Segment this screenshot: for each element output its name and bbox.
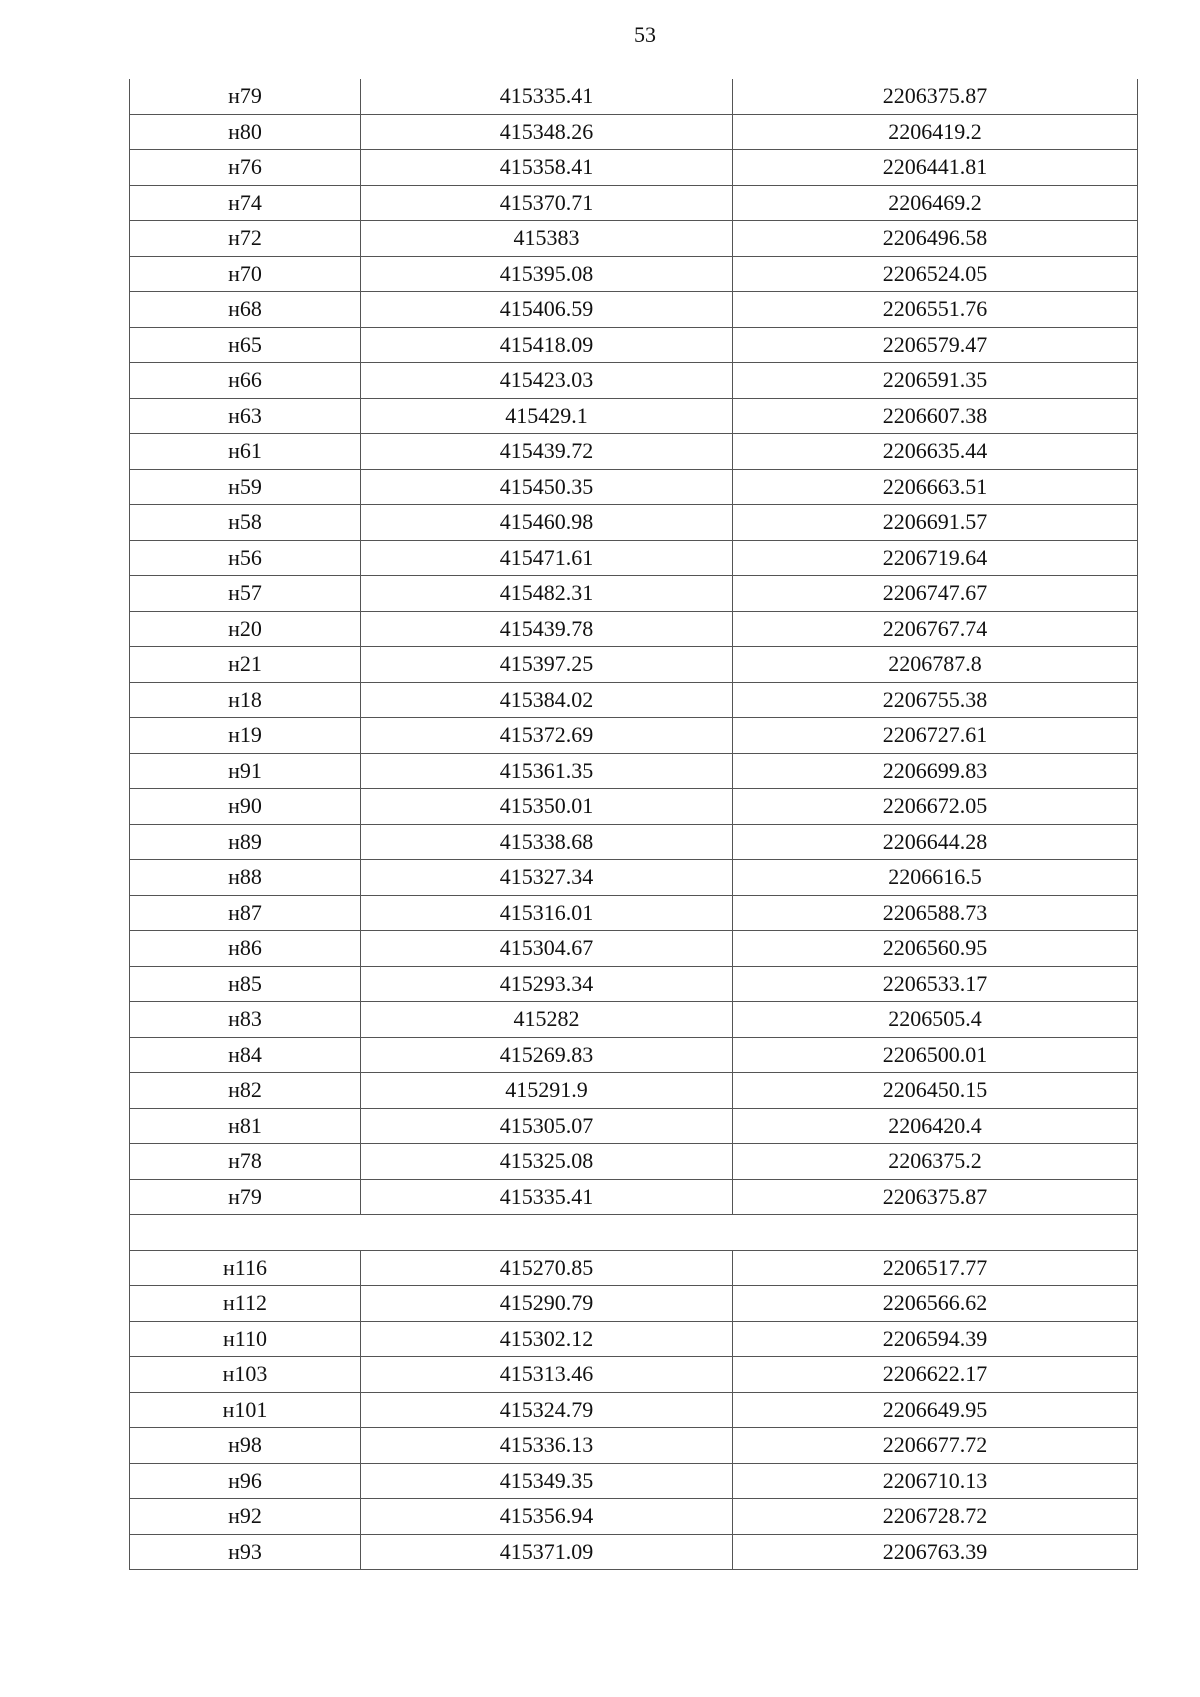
point-name-cell: н66 (130, 363, 361, 399)
y-coordinate-cell: 2206649.95 (733, 1392, 1138, 1428)
point-name-cell: н61 (130, 434, 361, 470)
point-name-cell: н65 (130, 327, 361, 363)
table-row (130, 860, 1138, 896)
point-name-cell: н56 (130, 540, 361, 576)
y-coordinate-cell: 2206588.73 (733, 895, 1138, 931)
y-coordinate-cell: 2206763.39 (733, 1534, 1138, 1570)
point-name-cell: н84 (130, 1037, 361, 1073)
table-row (130, 292, 1138, 328)
x-coordinate-cell: 415406.59 (361, 292, 733, 328)
table-row (130, 398, 1138, 434)
x-coordinate-cell: 415336.13 (361, 1428, 733, 1464)
y-coordinate-cell: 2206644.28 (733, 824, 1138, 860)
x-coordinate-cell: 415269.83 (361, 1037, 733, 1073)
point-name-cell: н68 (130, 292, 361, 328)
point-name-cell: н86 (130, 931, 361, 967)
separator-row (130, 1215, 1138, 1251)
y-coordinate-cell: 2206728.72 (733, 1499, 1138, 1535)
x-coordinate-cell: 415324.79 (361, 1392, 733, 1428)
y-coordinate-cell: 2206533.17 (733, 966, 1138, 1002)
table-row (130, 789, 1138, 825)
point-name-cell: н92 (130, 1499, 361, 1535)
x-coordinate-cell: 415429.1 (361, 398, 733, 434)
y-coordinate-cell: 2206375.2 (733, 1144, 1138, 1180)
point-name-cell: н70 (130, 256, 361, 292)
table-row (130, 114, 1138, 150)
x-coordinate-cell: 415338.68 (361, 824, 733, 860)
table-row (130, 1392, 1138, 1428)
x-coordinate-cell: 415439.72 (361, 434, 733, 470)
y-coordinate-cell: 2206517.77 (733, 1250, 1138, 1286)
x-coordinate-cell: 415313.46 (361, 1357, 733, 1393)
point-name-cell: н63 (130, 398, 361, 434)
y-coordinate-cell: 2206469.2 (733, 185, 1138, 221)
point-name-cell: н74 (130, 185, 361, 221)
y-coordinate-cell: 2206419.2 (733, 114, 1138, 150)
y-coordinate-cell: 2206594.39 (733, 1321, 1138, 1357)
point-name-cell: н79 (130, 1179, 361, 1215)
table-row (130, 1108, 1138, 1144)
x-coordinate-cell: 415361.35 (361, 753, 733, 789)
point-name-cell: н82 (130, 1073, 361, 1109)
table-row (130, 576, 1138, 612)
table-row (130, 1286, 1138, 1322)
point-name-cell: н18 (130, 682, 361, 718)
table-row (130, 824, 1138, 860)
table-row (130, 931, 1138, 967)
table-row (130, 753, 1138, 789)
point-name-cell: н93 (130, 1534, 361, 1570)
separator-cell (130, 1215, 1138, 1251)
x-coordinate-cell: 415372.69 (361, 718, 733, 754)
table-row (130, 718, 1138, 754)
coordinates-table-body (130, 79, 1138, 1570)
table-row (130, 1428, 1138, 1464)
y-coordinate-cell: 2206551.76 (733, 292, 1138, 328)
table-row (130, 1073, 1138, 1109)
y-coordinate-cell: 2206496.58 (733, 221, 1138, 257)
point-name-cell: н80 (130, 114, 361, 150)
table-row (130, 1321, 1138, 1357)
table-row (130, 1037, 1138, 1073)
table-row (130, 1179, 1138, 1215)
table-row (130, 1144, 1138, 1180)
table-row (130, 1499, 1138, 1535)
y-coordinate-cell: 2206677.72 (733, 1428, 1138, 1464)
x-coordinate-cell: 415450.35 (361, 469, 733, 505)
y-coordinate-cell: 2206505.4 (733, 1002, 1138, 1038)
x-coordinate-cell: 415356.94 (361, 1499, 733, 1535)
point-name-cell: н21 (130, 647, 361, 683)
y-coordinate-cell: 2206672.05 (733, 789, 1138, 825)
x-coordinate-cell: 415397.25 (361, 647, 733, 683)
x-coordinate-cell: 415348.26 (361, 114, 733, 150)
point-name-cell: н110 (130, 1321, 361, 1357)
table-row (130, 966, 1138, 1002)
table-row (130, 505, 1138, 541)
table-row (130, 434, 1138, 470)
x-coordinate-cell: 415325.08 (361, 1144, 733, 1180)
y-coordinate-cell: 2206699.83 (733, 753, 1138, 789)
x-coordinate-cell: 415370.71 (361, 185, 733, 221)
page-number: 53 (634, 22, 656, 47)
point-name-cell: н79 (130, 79, 361, 114)
x-coordinate-cell: 415384.02 (361, 682, 733, 718)
y-coordinate-cell: 2206500.01 (733, 1037, 1138, 1073)
x-coordinate-cell: 415291.9 (361, 1073, 733, 1109)
x-coordinate-cell: 415358.41 (361, 150, 733, 186)
coordinates-table (129, 79, 1138, 1570)
y-coordinate-cell: 2206524.05 (733, 256, 1138, 292)
y-coordinate-cell: 2206727.61 (733, 718, 1138, 754)
table-row (130, 1002, 1138, 1038)
y-coordinate-cell: 2206591.35 (733, 363, 1138, 399)
table-row (130, 682, 1138, 718)
table-row (130, 221, 1138, 257)
table-row (130, 647, 1138, 683)
y-coordinate-cell: 2206710.13 (733, 1463, 1138, 1499)
point-name-cell: н57 (130, 576, 361, 612)
y-coordinate-cell: 2206560.95 (733, 931, 1138, 967)
y-coordinate-cell: 2206566.62 (733, 1286, 1138, 1322)
y-coordinate-cell: 2206375.87 (733, 1179, 1138, 1215)
y-coordinate-cell: 2206420.4 (733, 1108, 1138, 1144)
x-coordinate-cell: 415293.34 (361, 966, 733, 1002)
point-name-cell: н89 (130, 824, 361, 860)
point-name-cell: н90 (130, 789, 361, 825)
x-coordinate-cell: 415270.85 (361, 1250, 733, 1286)
y-coordinate-cell: 2206719.64 (733, 540, 1138, 576)
x-coordinate-cell: 415460.98 (361, 505, 733, 541)
y-coordinate-cell: 2206375.87 (733, 79, 1138, 114)
x-coordinate-cell: 415316.01 (361, 895, 733, 931)
x-coordinate-cell: 415282 (361, 1002, 733, 1038)
table-row (130, 540, 1138, 576)
table-row (130, 185, 1138, 221)
table-row (130, 363, 1138, 399)
y-coordinate-cell: 2206663.51 (733, 469, 1138, 505)
table-row (130, 79, 1138, 114)
point-name-cell: н76 (130, 150, 361, 186)
point-name-cell: н101 (130, 1392, 361, 1428)
x-coordinate-cell: 415290.79 (361, 1286, 733, 1322)
table-row (130, 1250, 1138, 1286)
point-name-cell: н112 (130, 1286, 361, 1322)
point-name-cell: н103 (130, 1357, 361, 1393)
y-coordinate-cell: 2206607.38 (733, 398, 1138, 434)
point-name-cell: н88 (130, 860, 361, 896)
x-coordinate-cell: 415335.41 (361, 79, 733, 114)
point-name-cell: н81 (130, 1108, 361, 1144)
point-name-cell: н83 (130, 1002, 361, 1038)
point-name-cell: н91 (130, 753, 361, 789)
table-row (130, 895, 1138, 931)
x-coordinate-cell: 415327.34 (361, 860, 733, 896)
table-row (130, 1534, 1138, 1570)
y-coordinate-cell: 2206579.47 (733, 327, 1138, 363)
x-coordinate-cell: 415383 (361, 221, 733, 257)
x-coordinate-cell: 415439.78 (361, 611, 733, 647)
point-name-cell: н87 (130, 895, 361, 931)
x-coordinate-cell: 415395.08 (361, 256, 733, 292)
table-row (130, 1463, 1138, 1499)
point-name-cell: н59 (130, 469, 361, 505)
point-name-cell: н116 (130, 1250, 361, 1286)
x-coordinate-cell: 415423.03 (361, 363, 733, 399)
point-name-cell: н78 (130, 1144, 361, 1180)
y-coordinate-cell: 2206616.5 (733, 860, 1138, 896)
x-coordinate-cell: 415304.67 (361, 931, 733, 967)
y-coordinate-cell: 2206755.38 (733, 682, 1138, 718)
table-row (130, 327, 1138, 363)
x-coordinate-cell: 415305.07 (361, 1108, 733, 1144)
point-name-cell: н58 (130, 505, 361, 541)
table-row (130, 1357, 1138, 1393)
x-coordinate-cell: 415471.61 (361, 540, 733, 576)
point-name-cell: н72 (130, 221, 361, 257)
x-coordinate-cell: 415349.35 (361, 1463, 733, 1499)
point-name-cell: н96 (130, 1463, 361, 1499)
x-coordinate-cell: 415350.01 (361, 789, 733, 825)
table-row (130, 611, 1138, 647)
table-row (130, 150, 1138, 186)
x-coordinate-cell: 415302.12 (361, 1321, 733, 1357)
x-coordinate-cell: 415418.09 (361, 327, 733, 363)
table-row (130, 256, 1138, 292)
y-coordinate-cell: 2206767.74 (733, 611, 1138, 647)
x-coordinate-cell: 415371.09 (361, 1534, 733, 1570)
y-coordinate-cell: 2206622.17 (733, 1357, 1138, 1393)
y-coordinate-cell: 2206787.8 (733, 647, 1138, 683)
y-coordinate-cell: 2206441.81 (733, 150, 1138, 186)
point-name-cell: н19 (130, 718, 361, 754)
table-row (130, 469, 1138, 505)
y-coordinate-cell: 2206635.44 (733, 434, 1138, 470)
x-coordinate-cell: 415335.41 (361, 1179, 733, 1215)
y-coordinate-cell: 2206747.67 (733, 576, 1138, 612)
point-name-cell: н20 (130, 611, 361, 647)
y-coordinate-cell: 2206691.57 (733, 505, 1138, 541)
x-coordinate-cell: 415482.31 (361, 576, 733, 612)
y-coordinate-cell: 2206450.15 (733, 1073, 1138, 1109)
point-name-cell: н85 (130, 966, 361, 1002)
point-name-cell: н98 (130, 1428, 361, 1464)
